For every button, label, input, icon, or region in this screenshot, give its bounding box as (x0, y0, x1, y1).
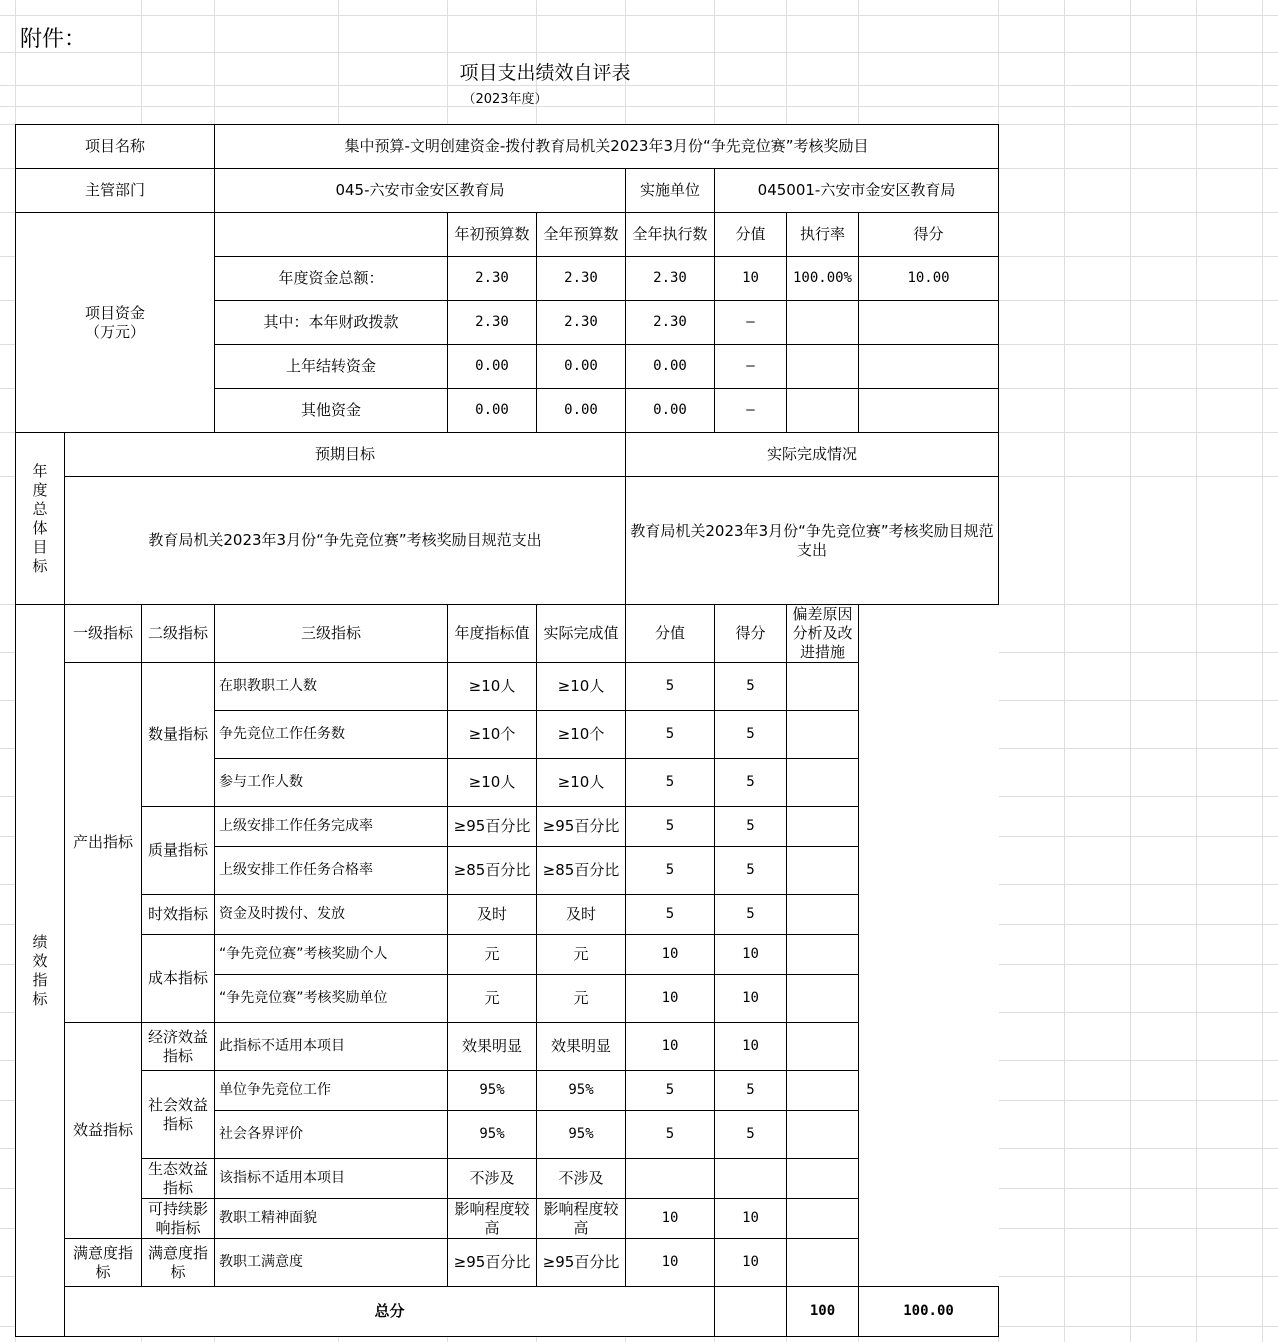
indicator-value: 10 (626, 1199, 715, 1239)
funds-header: 执行率 (787, 213, 859, 257)
indicator-value: 5 (626, 1111, 715, 1159)
indicator-target: ≥10个 (448, 711, 537, 759)
funds-initial: 2.30 (448, 301, 537, 345)
indicator-score (715, 1159, 787, 1199)
indicator-deviation (787, 895, 859, 935)
unit-label: 实施单位 (626, 169, 715, 213)
indicator-name: 社会各界评价 (215, 1111, 448, 1159)
indicator-actual: 95% (537, 1071, 626, 1111)
indicator-actual: 元 (537, 935, 626, 975)
total-row (16, 1287, 999, 1337)
indicator-name: “争先竞位赛”考核奖励单位 (215, 975, 448, 1023)
indicator-actual: 影响程度较高 (537, 1199, 626, 1239)
indicator-actual: ≥85百分比 (537, 847, 626, 895)
funds-exec: 0.00 (626, 345, 715, 389)
project-name-value: 集中预算-文明创建资金-拨付教育局机关2023年3月份“争先竞位赛”考核奖励目 (215, 125, 999, 169)
level2-economic: 经济效益指标 (142, 1023, 215, 1071)
indicator-deviation (787, 759, 859, 807)
indicator-deviation (787, 711, 859, 759)
level2-timeliness: 时效指标 (142, 895, 215, 935)
funds-score-value: — (715, 301, 787, 345)
indicator-score: 5 (715, 895, 787, 935)
total-label: 总分 (65, 1287, 715, 1337)
indicator-value: 10 (626, 1239, 715, 1287)
indicator-target: 及时 (448, 895, 537, 935)
indicator-row (16, 895, 999, 935)
funds-rate (787, 345, 859, 389)
funds-score: 10.00 (859, 257, 999, 301)
funds-header: 全年执行数 (626, 213, 715, 257)
indicator-deviation (787, 807, 859, 847)
indicator-target: ≥85百分比 (448, 847, 537, 895)
project-name-label: 项目名称 (16, 125, 215, 169)
unit-value: 045001-六安市金安区教育局 (715, 169, 999, 213)
attachment-label: 附件： (20, 27, 87, 52)
indicator-target: 元 (448, 935, 537, 975)
indicator-name: 争先竞位工作任务数 (215, 711, 448, 759)
indicator-score: 5 (715, 1111, 787, 1159)
level2-ecological: 生态效益指标 (142, 1159, 215, 1199)
goals-content-row (16, 477, 999, 605)
indicator-name: 在职教职工人数 (215, 663, 448, 711)
indicator-row (16, 1239, 999, 1287)
funds-exec: 2.30 (626, 257, 715, 301)
indicator-deviation (787, 1071, 859, 1111)
funds-full: 2.30 (537, 257, 626, 301)
indicator-row (16, 663, 999, 711)
indicator-value: 5 (626, 1071, 715, 1111)
funds-header: 年初预算数 (448, 213, 537, 257)
indicator-name: 教职工精神面貌 (215, 1199, 448, 1239)
indicator-target: 不涉及 (448, 1159, 537, 1199)
indicator-target: ≥95百分比 (448, 807, 537, 847)
indicator-score: 5 (715, 847, 787, 895)
indicator-value: 10 (626, 935, 715, 975)
indicator-deviation (787, 1111, 859, 1159)
indicator-row (16, 935, 999, 975)
goals-label: 年 度 总 体 目 标 (16, 433, 65, 605)
indicator-target: 元 (448, 975, 537, 1023)
level2-social: 社会效益指标 (142, 1071, 215, 1159)
indicator-actual: ≥95百分比 (537, 807, 626, 847)
indicator-name: 教职工满意度 (215, 1239, 448, 1287)
indicator-score: 5 (715, 663, 787, 711)
level2-sustainable: 可持续影响指标 (142, 1199, 215, 1239)
indicator-actual: 及时 (537, 895, 626, 935)
year-note: （2023年度） (462, 92, 548, 107)
funds-score (859, 345, 999, 389)
indicator-value: 5 (626, 711, 715, 759)
funds-label: 项目资金 （万元） (16, 213, 215, 433)
indicator-name: 该指标不适用本项目 (215, 1159, 448, 1199)
indicator-name: 资金及时拨付、发放 (215, 895, 448, 935)
funds-header-row (16, 213, 999, 257)
indicator-row (16, 1159, 999, 1199)
funds-exec: 0.00 (626, 389, 715, 433)
funds-row-name: 年度资金总额： (215, 257, 448, 301)
indicator-value: 5 (626, 759, 715, 807)
department-row (16, 169, 999, 213)
expected-goal-text: 教育局机关2023年3月份“争先竞位赛”考核奖励目规范支出 (65, 477, 626, 605)
indicator-value: 5 (626, 663, 715, 711)
indicator-target: ≥95百分比 (448, 1239, 537, 1287)
indicator-header: 实际完成值 (537, 605, 626, 663)
level1-benefit: 效益指标 (65, 1023, 142, 1239)
indicator-actual: ≥10人 (537, 759, 626, 807)
level2-satisfaction: 满意度指标 (142, 1239, 215, 1287)
indicator-actual: 95% (537, 1111, 626, 1159)
indicator-value: 5 (626, 807, 715, 847)
funds-header: 得分 (859, 213, 999, 257)
indicator-header: 得分 (715, 605, 787, 663)
level2-cost: 成本指标 (142, 935, 215, 1023)
indicator-header: 分值 (626, 605, 715, 663)
indicator-target: ≥10人 (448, 663, 537, 711)
project-name-row (16, 125, 999, 169)
indicator-row (16, 807, 999, 847)
indicator-actual: 效果明显 (537, 1023, 626, 1071)
funds-full: 0.00 (537, 389, 626, 433)
indicator-deviation (787, 1239, 859, 1287)
indicator-deviation (787, 847, 859, 895)
funds-exec: 2.30 (626, 301, 715, 345)
funds-initial: 0.00 (448, 345, 537, 389)
indicator-name: 上级安排工作任务完成率 (215, 807, 448, 847)
indicator-name: 单位争先竞位工作 (215, 1071, 448, 1111)
indicator-name: 此指标不适用本项目 (215, 1023, 448, 1071)
funds-score-value: — (715, 345, 787, 389)
self-evaluation-table (15, 124, 999, 1337)
total-value: 100 (787, 1287, 859, 1337)
indicator-value: 5 (626, 847, 715, 895)
funds-header-blank (215, 213, 448, 257)
funds-header: 全年预算数 (537, 213, 626, 257)
total-score: 100.00 (859, 1287, 999, 1337)
indicator-actual: ≥10个 (537, 711, 626, 759)
indicator-value (626, 1159, 715, 1199)
indicator-actual: 元 (537, 975, 626, 1023)
funds-header: 分值 (715, 213, 787, 257)
indicator-row (16, 1199, 999, 1239)
level1-output: 产出指标 (65, 663, 142, 1023)
indicator-deviation (787, 1159, 859, 1199)
actual-goal-text: 教育局机关2023年3月份“争先竞位赛”考核奖励目规范支出 (626, 477, 999, 605)
indicator-name: 上级安排工作任务合格率 (215, 847, 448, 895)
indicator-score: 10 (715, 1239, 787, 1287)
indicator-header: 偏差原因分析及改进措施 (787, 605, 859, 663)
level2-quantity: 数量指标 (142, 663, 215, 807)
funds-score-value: 10 (715, 257, 787, 301)
indicator-score: 5 (715, 711, 787, 759)
funds-full: 2.30 (537, 301, 626, 345)
indicator-score: 10 (715, 975, 787, 1023)
indicator-name: “争先竞位赛”考核奖励个人 (215, 935, 448, 975)
funds-rate: 100.00% (787, 257, 859, 301)
funds-row-name: 其中：本年财政拨款 (215, 301, 448, 345)
indicator-score: 10 (715, 935, 787, 975)
indicator-deviation (787, 663, 859, 711)
funds-row-name: 上年结转资金 (215, 345, 448, 389)
indicator-target: 95% (448, 1111, 537, 1159)
indicator-score: 10 (715, 1023, 787, 1071)
indicator-header: 二级指标 (142, 605, 215, 663)
indicator-target: 效果明显 (448, 1023, 537, 1071)
indicator-score: 5 (715, 807, 787, 847)
indicator-score: 5 (715, 759, 787, 807)
indicators-label: 绩 效 指 标 (16, 605, 65, 1337)
funds-score (859, 301, 999, 345)
indicator-header-row (16, 605, 999, 663)
level1-satisfaction: 满意度指标 (65, 1239, 142, 1287)
indicator-deviation (787, 1023, 859, 1071)
indicator-deviation (787, 975, 859, 1023)
funds-row-name: 其他资金 (215, 389, 448, 433)
actual-goal-label: 实际完成情况 (626, 433, 999, 477)
indicator-value: 5 (626, 895, 715, 935)
funds-rate (787, 301, 859, 345)
funds-score-value: — (715, 389, 787, 433)
goals-header-row (16, 433, 999, 477)
indicator-score: 10 (715, 1199, 787, 1239)
funds-initial: 2.30 (448, 257, 537, 301)
dept-value: 045-六安市金安区教育局 (215, 169, 626, 213)
indicator-score: 5 (715, 1071, 787, 1111)
total-blank (715, 1287, 787, 1337)
funds-score (859, 389, 999, 433)
indicator-deviation (787, 935, 859, 975)
funds-rate (787, 389, 859, 433)
indicator-actual: 不涉及 (537, 1159, 626, 1199)
indicator-deviation (787, 1199, 859, 1239)
level2-quality: 质量指标 (142, 807, 215, 895)
indicator-name: 参与工作人数 (215, 759, 448, 807)
indicator-value: 10 (626, 975, 715, 1023)
indicator-header: 一级指标 (65, 605, 142, 663)
dept-label: 主管部门 (16, 169, 215, 213)
page-title: 项目支出绩效自评表 (459, 62, 631, 84)
funds-full: 0.00 (537, 345, 626, 389)
indicator-value: 10 (626, 1023, 715, 1071)
indicator-row (16, 1023, 999, 1071)
funds-initial: 0.00 (448, 389, 537, 433)
indicator-target: ≥10人 (448, 759, 537, 807)
expected-goal-label: 预期目标 (65, 433, 626, 477)
indicator-actual: ≥10人 (537, 663, 626, 711)
indicator-header: 年度指标值 (448, 605, 537, 663)
indicator-row (16, 1071, 999, 1111)
indicator-header: 三级指标 (215, 605, 448, 663)
indicator-actual: ≥95百分比 (537, 1239, 626, 1287)
indicator-target: 95% (448, 1071, 537, 1111)
indicator-target: 影响程度较高 (448, 1199, 537, 1239)
